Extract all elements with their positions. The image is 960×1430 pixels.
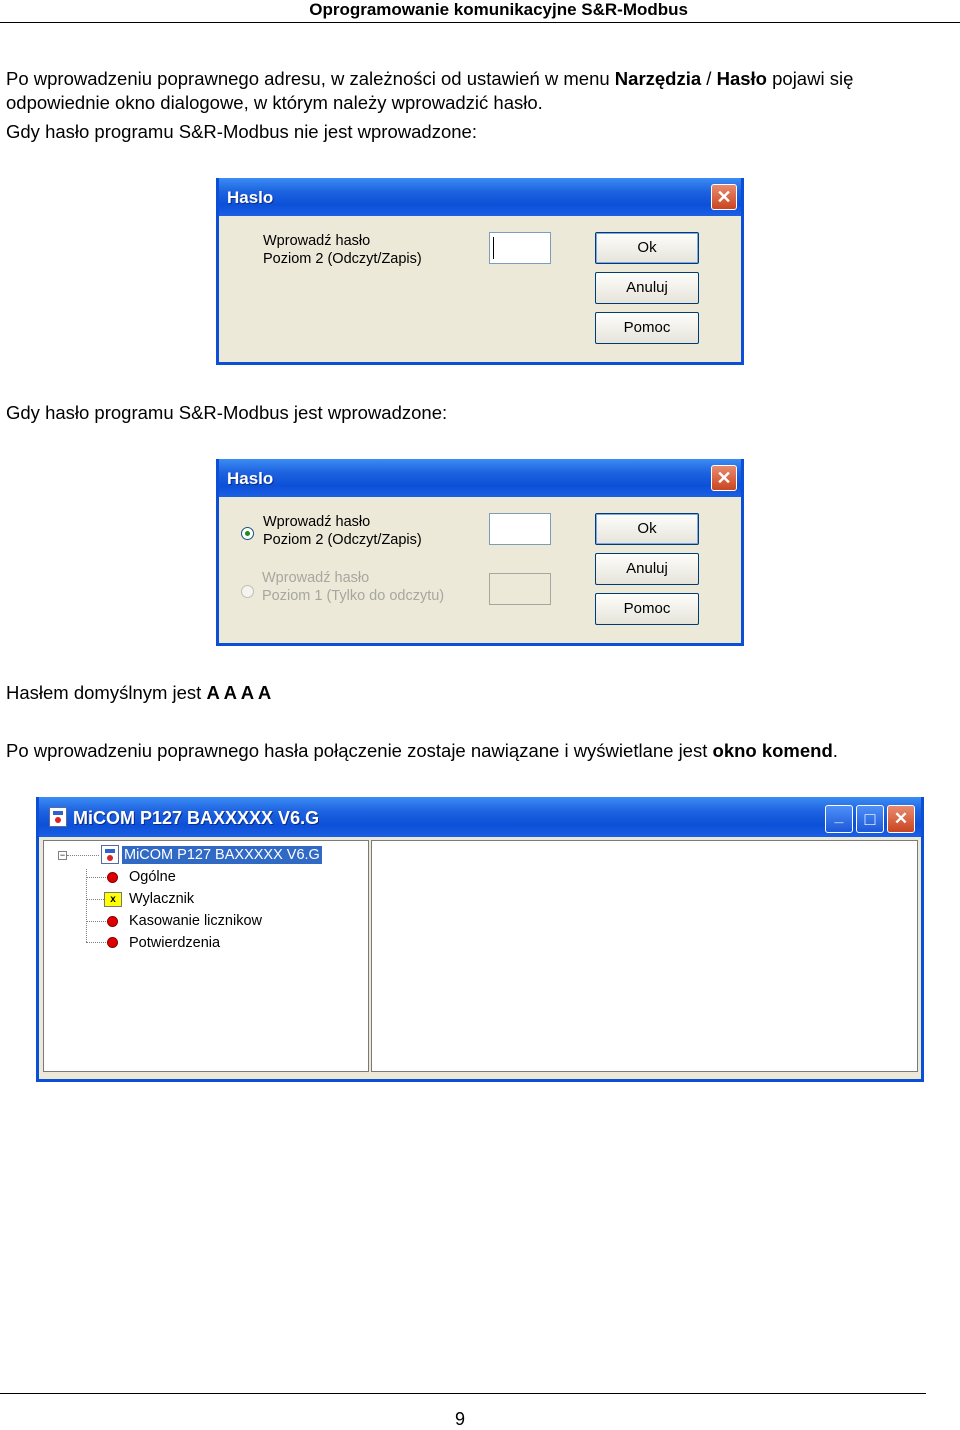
header-title: Oprogramowanie komunikacyjne S&R-Modbus (309, 0, 688, 19)
ok-button[interactable]: Ok (595, 232, 699, 264)
breaker-icon: x (104, 892, 122, 907)
dialog-titlebar (219, 178, 741, 216)
main-window-title: MiCOM P127 BAXXXXX V6.G (73, 808, 320, 828)
page-header (0, 0, 960, 23)
maximize-icon[interactable]: □ (856, 805, 884, 833)
level2-label-line2: Poziom 2 (Odczyt/Zapis) (263, 532, 422, 548)
tree-root-item[interactable]: MiCOM P127 BAXXXXX V6.G (124, 847, 320, 863)
dialog-titlebar (219, 459, 741, 497)
tree-connector (86, 877, 106, 878)
password-dialog-entered (216, 459, 744, 646)
minimize-icon[interactable]: _ (825, 805, 853, 833)
tree-item-ogolne[interactable]: Ogólne (129, 869, 176, 885)
password-input-level1[interactable] (489, 573, 551, 605)
dialog-title: Haslo (227, 188, 274, 207)
status-dot-icon (108, 873, 117, 882)
cancel-button[interactable]: Anuluj (595, 272, 699, 304)
radio-level1[interactable] (241, 585, 254, 598)
menu-separator: / (701, 68, 717, 89)
status-dot-icon (108, 917, 117, 926)
page-number: 9 (455, 1409, 466, 1429)
command-window-term: okno komend (712, 740, 833, 761)
level2-label (263, 513, 422, 549)
password-label-line1: Wprowadź hasło (263, 233, 371, 249)
tree-item-potwierdzenia[interactable]: Potwierdzenia (129, 935, 221, 951)
radio-level2[interactable] (241, 527, 254, 540)
ok-button[interactable]: Ok (595, 513, 699, 545)
password-input[interactable] (489, 232, 551, 264)
help-button[interactable]: Pomoc (595, 593, 699, 625)
intro-text: Po wprowadzeniu poprawnego adresu, w zależności od ustawień w menu (6, 68, 615, 89)
close-icon[interactable]: ✕ (711, 184, 737, 210)
tree-connector (67, 855, 99, 856)
intro-line-3: Gdy hasło programu S&R-Modbus nie jest wprowadzone: (6, 121, 477, 142)
footer-rule (0, 1393, 926, 1394)
password-label (263, 232, 422, 268)
after-login-text: Po wprowadzeniu poprawnego hasła połączenie zostaje nawiązane i wyświetlane jest (6, 740, 713, 761)
content-pane[interactable] (371, 840, 918, 1072)
after-login-line (6, 739, 838, 763)
tree-pane[interactable] (43, 840, 369, 1072)
intro-line-1 (6, 67, 853, 91)
text-caret (493, 237, 494, 259)
tree-connector (86, 899, 106, 900)
intro-text-end: pojawi się (766, 68, 854, 89)
help-button[interactable]: Pomoc (595, 312, 699, 344)
main-window (36, 797, 924, 1082)
menu-haslo: Hasło (716, 68, 767, 89)
radio-selected-dot (245, 531, 250, 536)
default-password-value: A A A A (206, 682, 272, 703)
tree-item-kasowanie[interactable]: Kasowanie licznikow (129, 913, 262, 929)
password-dialog-not-entered (216, 178, 744, 365)
tree-item-wylacznik[interactable]: Wylacznik (129, 891, 195, 907)
cancel-button[interactable]: Anuluj (595, 553, 699, 585)
level2-label-line1: Wprowadź hasło (263, 514, 371, 530)
device-icon (101, 845, 119, 864)
default-password-line (6, 681, 271, 705)
tree-connector (86, 942, 106, 943)
tree-vertical-line (86, 869, 87, 942)
after-login-end: . (832, 740, 838, 761)
close-icon[interactable]: ✕ (711, 465, 737, 491)
level1-label-line2: Poziom 1 (Tylko do odczytu) (262, 588, 445, 604)
main-window-titlebar (39, 797, 921, 837)
password-label-line2: Poziom 2 (Odczyt/Zapis) (263, 251, 422, 267)
app-icon (49, 807, 67, 827)
level1-label-line1: Wprowadź hasło (262, 570, 370, 586)
menu-narzedzia: Narzędzia (614, 68, 702, 89)
level1-label (262, 569, 444, 605)
section2-text: Gdy hasło programu S&R-Modbus jest wprowadzone: (6, 402, 448, 423)
collapse-icon[interactable]: − (59, 850, 66, 860)
password-input-level2[interactable] (489, 513, 551, 545)
default-password-text: Hasłem domyślnym jest (6, 682, 207, 703)
tree-connector (86, 921, 106, 922)
status-dot-icon (108, 938, 117, 947)
close-icon[interactable]: ✕ (887, 805, 915, 833)
dialog-title: Haslo (227, 469, 274, 488)
intro-line-2: odpowiednie okno dialogowe, w którym należy wprowadzić hasło. (6, 92, 543, 113)
